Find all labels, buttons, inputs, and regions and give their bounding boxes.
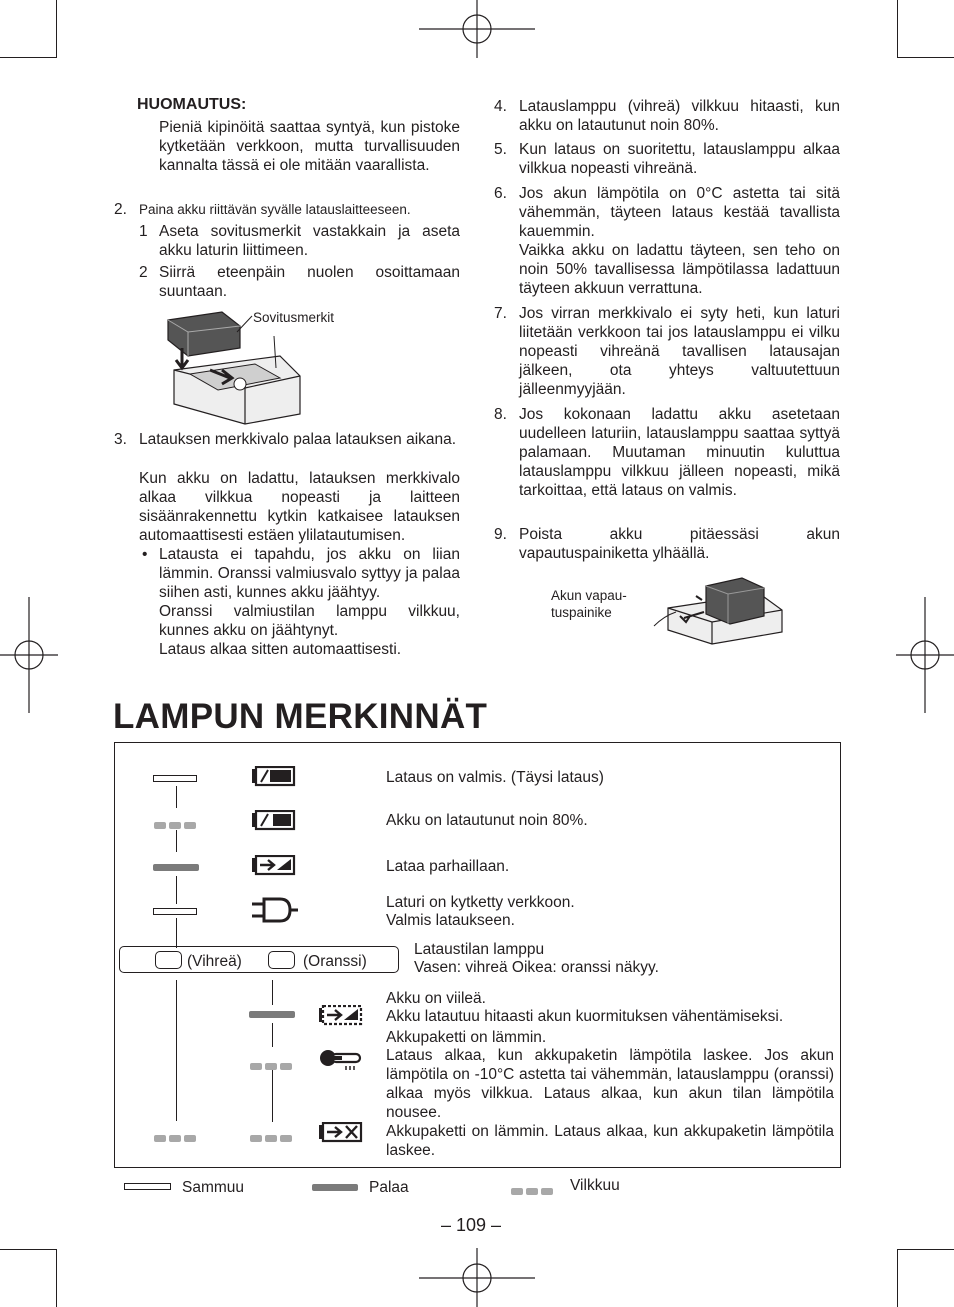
note-title: HUOMAUTUS: <box>137 96 247 113</box>
lamp-status-text: Akkupaketti on lämmin. Lataus alkaa, kun akkupaketin lämpötila laskee. <box>386 1123 834 1159</box>
step-number: 7. <box>494 305 507 322</box>
green-lamp-label: (Vihreä) <box>187 953 242 970</box>
lamp-legend-title: Lataustilan lamppu <box>414 941 545 958</box>
step-text: Kun lataus on suoritettu, latauslamppu alkaa vilkkua nopeasti vihreänä. <box>519 141 840 177</box>
lamp-status-text: Laturi on kytketty verkkoon. <box>386 894 575 911</box>
legend-blink-label: Vilkkuu <box>570 1177 620 1194</box>
lamp-status-text: Valmis lataukseen. <box>386 912 515 929</box>
bullet-text: Oranssi valmiustilan lamppu vilkkuu, kunnes akku on jäähtynyt. <box>159 603 460 639</box>
legend-off-label: Sammuu <box>182 1179 245 1196</box>
figure-label: Sovitusmerkit <box>253 310 335 325</box>
lamp-off-indicator <box>153 908 197 915</box>
legend-blink-symbol <box>511 1182 556 1189</box>
connector-line <box>176 876 177 904</box>
bullet-text: Latausta ei tapahdu, jos akku on liian lämmin. Oranssi valmiusvalo syttyy ja palaa siihen asti, kunnes akku jäähtyy. <box>159 546 460 601</box>
crop-mark <box>0 1249 57 1250</box>
lamp-status-text: Akkupaketti on lämmin. <box>386 1029 547 1046</box>
lamp-blink-indicator <box>154 816 199 823</box>
crop-mark <box>0 57 57 58</box>
charging-icon <box>251 855 297 877</box>
crop-mark <box>897 57 954 58</box>
orange-lamp-symbol <box>268 951 295 969</box>
step-text: Paina akku riittävän syvälle latauslaitteeseen. <box>139 202 411 217</box>
step-number: 5. <box>494 141 507 158</box>
substep-number: 1 <box>139 223 148 240</box>
thermometer-icon <box>318 1046 364 1072</box>
crop-mark <box>897 1249 954 1250</box>
step-text: Latauksen merkkivalo palaa latauksen aikana. <box>139 431 457 448</box>
connector-line <box>272 980 273 1005</box>
crop-mark <box>56 1249 57 1307</box>
note-text: Pieniä kipinöitä saattaa syntyä, kun pistoke kytketään verkkoon, mutta turvallisuuden kannalta tässä ei ole mitään vaarallista. <box>159 119 460 174</box>
battery-cold-icon <box>318 1005 364 1027</box>
legend-on-label: Palaa <box>369 1179 409 1196</box>
lamp-status-text: Lataa parhaillaan. <box>386 858 510 875</box>
registration-mark <box>419 1248 535 1307</box>
step-text: Poista akku pitäessäsi akun vapautuspainiketta ylhäällä. <box>519 526 840 562</box>
battery-full-icon <box>251 766 297 788</box>
connector-line <box>176 786 177 808</box>
step-number: 6. <box>494 185 507 202</box>
step-number: 2. <box>114 201 127 218</box>
lamp-status-text: Akku on latautunut noin 80%. <box>386 812 588 829</box>
lamp-status-text: Akku latautuu hitaasti akun kuormituksen vähentämiseksi. <box>386 1008 784 1025</box>
crop-mark <box>897 1249 898 1307</box>
bullet: • <box>142 546 148 563</box>
connector-line <box>176 830 177 852</box>
battery-error-icon <box>318 1122 364 1144</box>
connector-line <box>176 980 177 1121</box>
step-number: 8. <box>494 406 507 423</box>
lamp-status-text: Lataus on valmis. (Täysi lataus) <box>386 769 604 786</box>
lamp-blink-indicator <box>250 1057 295 1064</box>
step-text: Vaikka akku on ladattu täyteen, sen teho on noin 50% tavallisessa lämpötilassa ladattuun täyteen akkuun verrattuna. <box>519 242 840 297</box>
substep-number: 2 <box>139 264 148 281</box>
power-plug-icon <box>250 896 300 926</box>
legend-off-symbol <box>124 1183 171 1190</box>
crop-mark <box>56 0 57 57</box>
connector-line <box>272 1070 273 1122</box>
battery-80-icon <box>251 810 297 832</box>
registration-mark <box>419 0 535 60</box>
legend-on-symbol <box>312 1184 358 1191</box>
substep-text: Aseta sovitusmerkit vastakkain ja aseta akku laturin liittimeen. <box>159 223 460 259</box>
step-number: 3. <box>114 431 127 448</box>
lamp-status-text: Akku on viileä. <box>386 990 486 1007</box>
lamp-on-indicator <box>249 1011 295 1018</box>
section-title: LAMPUN MERKINNÄT <box>113 697 488 736</box>
step-text: Jos akun lämpötila on 0°C astetta tai sitä vähemmän, täyteen lataus kestää tavallista kauemmin. <box>519 185 840 240</box>
substep-text: Siirrä eteenpäin nuolen osoittamaan suuntaan. <box>159 264 460 300</box>
charger-release-illustration <box>650 572 786 670</box>
orange-lamp-label: (Oranssi) <box>303 953 367 970</box>
connector-line <box>176 918 177 948</box>
page-number: – 109 – <box>441 1215 502 1235</box>
crop-mark <box>897 0 898 57</box>
lamp-blink-indicator <box>250 1129 295 1136</box>
figure-label: Akun vapau- tuspainike <box>551 588 627 620</box>
registration-mark <box>0 597 60 713</box>
step-text: Jos kokonaan ladattu akku asetetaan uudelleen laturiin, latauslamppu saattaa syttyä palamaan. Muutaman minuutin kuluttua latauslamppu vilkkuu jälleen nopeasti, mikä tarkoittaa, että lataus on valmis. <box>519 406 840 499</box>
green-lamp-symbol <box>155 951 182 969</box>
lamp-status-text: Lataus alkaa, kun akkupaketin lämpötila laskee. Jos akun lämpötila on -10°C astetta tai vähemmän, latauslamppu (oranssi) alkaa myös vilkkua. Lataus alkaa, kun akun tilan lämpötila nousee. <box>386 1047 834 1121</box>
lamp-blink-indicator <box>154 1129 199 1136</box>
lamp-off-indicator <box>153 775 197 782</box>
connector-line <box>272 1023 273 1047</box>
step-number: 4. <box>494 98 507 115</box>
step-text: Jos virran merkkivalo ei syty heti, kun laturi liitetään verkkoon tai jos latauslamppu ei vilku nopeasti vihreänä tavallisen latausajan jälkeen, ota yhteys valtuutettuun jälleenmyyjään. <box>519 305 840 398</box>
step-text: Latauslamppu (vihreä) vilkkuu hitaasti, kun akku on latautunut noin 80%. <box>519 98 840 134</box>
lamp-on-indicator <box>153 864 199 871</box>
lamp-legend-desc: Vasen: vihreä Oikea: oranssi näkyy. <box>414 959 659 976</box>
bullet-text: Lataus alkaa sitten automaattisesti. <box>159 641 402 658</box>
step-text: Kun akku on ladattu, latauksen merkkivalo alkaa vilkkua nopeasti ja laitteen sisäänrakennettu kytkin katkaisee latauksen automaattisesti estäen ylilatautumisen. <box>139 470 460 544</box>
step-number: 9. <box>494 526 507 543</box>
registration-mark <box>896 597 954 713</box>
